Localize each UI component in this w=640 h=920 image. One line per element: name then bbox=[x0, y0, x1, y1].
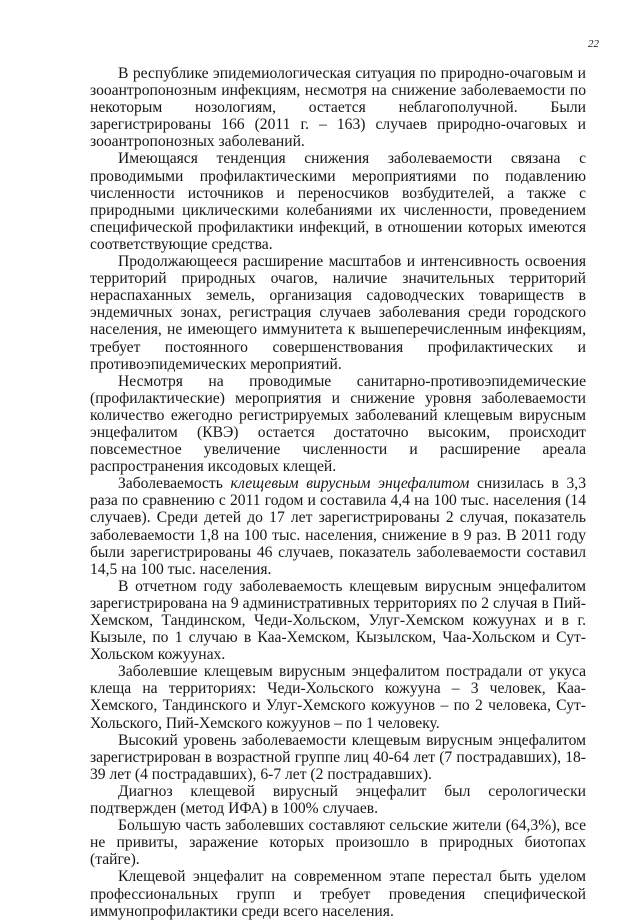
paragraph-bite-locations: Заболевшие клещевым вирусным энцефалитом пострадали от укуса клеща на территориях: Чеди-Хольского кожууна – 3 человек, Каа-Хемского, Тандинского и Улуг-Хемского кожуунов – по 2 человека, Сут-Хольского, Пий-Хемского кожуунов – по 1 человеку. bbox=[90, 663, 586, 732]
paragraph-incidence-lead: Заболеваемость bbox=[118, 475, 231, 493]
paragraph-incidence-rest: снизилась в 3,3 раза по сравнению с 2011 годом и составила 4,4 на 100 тыс. населения (14 случаев). Среди детей до 17 лет зарегистрированы 2 случая, показатель заболеваемости 1,8 на 100 тыс. населения, снижение в 9 раз. В 2011 году были зарегистрированы 46 случаев, показатель заболеваемости составил 14,5 на 100 тыс. населения. bbox=[90, 475, 586, 578]
italic-disease-name: клещевым вирусным энцефалитом bbox=[230, 475, 470, 493]
paragraph-rural-residents: Большую часть заболевших составляют сельские жители (64,3%), все не привиты, заражение которых произошло в природных биотопах (тайге). bbox=[90, 817, 586, 869]
document-body bbox=[90, 65, 586, 920]
paragraph-diagnosis: Диагноз клещевой вирусный энцефалит был серологически подтвержден (метод ИФА) в 100% случаев. bbox=[90, 782, 586, 818]
page-number: 22 bbox=[588, 38, 599, 50]
paragraph-age-groups: Высокий уровень заболеваемости клещевым вирусным энцефалитом зарегистрирован в возрастной группе лиц 40-64 лет (7 пострадавших), 18-39 лет (4 пострадавших), 6-7 лет (2 пострадавших). bbox=[90, 731, 586, 783]
paragraph-epidemic-situation: В республике эпидемиологическая ситуация по природно-очаговым и зооантропонозным инфекциям, несмотря на снижение заболеваемости по некоторым нозологиям, остается неблагополучной. Были зарегистрированы 166 (2011 г. – 163) случаев природно-очаговых и зооантропонозных заболеваний. bbox=[90, 65, 586, 151]
paragraph-decline-trend: Имеющаяся тенденция снижения заболеваемости связана с проводимыми профилактическими мероприятиями по подавлению численности источников и переносчиков возбудителей, а также с природными циклическими колебаниями их численности, проведением специфической профилактики инфекций, в отношении которых имеются соответствующие средства. bbox=[90, 150, 586, 253]
paragraph-expansion-risks: Продолжающееся расширение масштабов и интенсивность освоения территорий природных очагов, наличие значительных территорий нераспаханных земель, организация садоводческих товариществ в эндемичных зонах, регистрация случаев заболевания среди городского населения, не имеющего иммунитета к вышеперечисленным инфекциям, требует постоянного совершенствования профилактических и противоэпидемических мероприятий. bbox=[90, 253, 586, 373]
paragraph-incidence-statistics bbox=[90, 475, 586, 578]
paragraph-tick-encephalitis-level: Несмотря на проводимые санитарно-противоэпидемические (профилактические) мероприятия и снижение уровня заболеваемости количество ежегодно регистрируемых заболеваний клещевым вирусным энцефалитом (КВЭ) остается достаточно высоким, происходит повсеместное увеличение численности и расширение ареала распространения иксодовых клещей. bbox=[90, 372, 586, 476]
paragraph-territories: В отчетном году заболеваемость клещевым вирусным энцефалитом зарегистрирована на 9 административных территориях по 2 случая в Пий-Хемском, Тандинском, Чеди-Хольском, Улуг-Хемском кожуунах и в г. Кызыле, по 1 случаю в Каа-Хемском, Кызылском, Чаа-Хольском и Сут-Хольском кожуунах. bbox=[90, 577, 586, 664]
paragraph-conclusion: Клещевой энцефалит на современном этапе перестал быть уделом профессиональных групп и требует проведения специфической иммунопрофилактики среди всего населения. bbox=[90, 868, 586, 920]
